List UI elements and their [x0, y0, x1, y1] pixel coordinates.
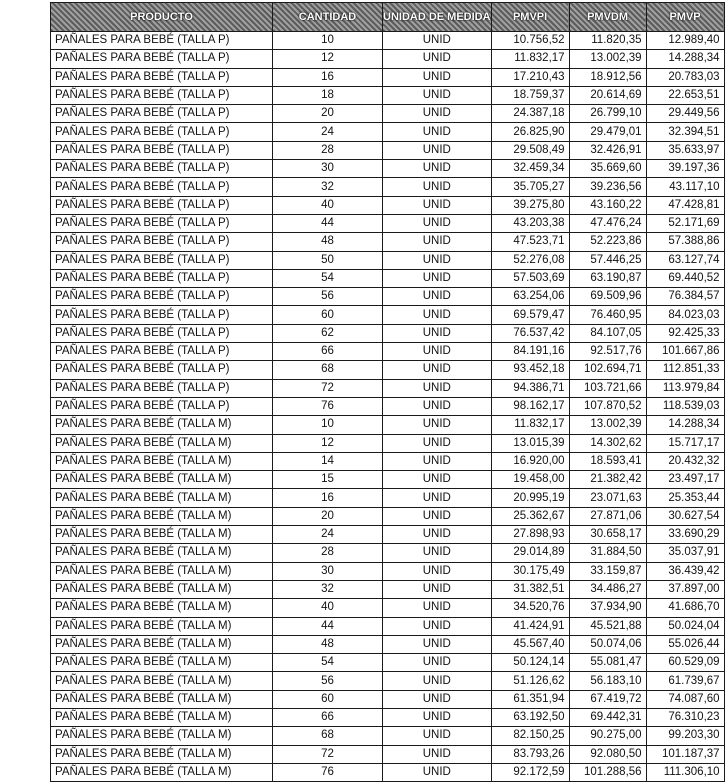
cell-producto: PAÑALES PARA BEBÉ (TALLA M)	[51, 745, 273, 763]
cell-pmvp: 12.989,40	[646, 32, 724, 50]
cell-cantidad: 54	[273, 269, 383, 287]
cell-pmvpi: 20.995,19	[491, 489, 569, 507]
cell-pmvdm: 34.486,27	[569, 580, 646, 598]
cell-pmvpi: 47.523,71	[491, 233, 569, 251]
cell-pmvp: 47.428,81	[646, 196, 724, 214]
cell-cantidad: 14	[273, 452, 383, 470]
cell-producto: PAÑALES PARA BEBÉ (TALLA M)	[51, 452, 273, 470]
cell-pmvdm: 27.871,06	[569, 507, 646, 525]
cell-pmvdm: 84.107,05	[569, 324, 646, 342]
cell-producto: PAÑALES PARA BEBÉ (TALLA M)	[51, 690, 273, 708]
cell-pmvdm: 55.081,47	[569, 654, 646, 672]
cell-pmvdm: 103.721,66	[569, 379, 646, 397]
cell-cantidad: 68	[273, 361, 383, 379]
cell-unidad: UNID	[383, 105, 492, 123]
cell-producto: PAÑALES PARA BEBÉ (TALLA M)	[51, 416, 273, 434]
table-row	[51, 708, 725, 726]
cell-pmvpi: 29.014,89	[491, 544, 569, 562]
cell-unidad: UNID	[383, 214, 492, 232]
cell-pmvp: 69.440,52	[646, 269, 724, 287]
table-row	[51, 599, 725, 617]
cell-pmvpi: 63.192,50	[491, 708, 569, 726]
cell-cantidad: 54	[273, 654, 383, 672]
table-body	[51, 32, 725, 782]
table-row	[51, 562, 725, 580]
cell-pmvp: 36.439,42	[646, 562, 724, 580]
cell-unidad: UNID	[383, 635, 492, 653]
cell-pmvdm: 43.160,22	[569, 196, 646, 214]
cell-cantidad: 76	[273, 763, 383, 781]
cell-unidad: UNID	[383, 397, 492, 415]
table-row	[51, 361, 725, 379]
cell-pmvdm: 18.912,56	[569, 68, 646, 86]
cell-cantidad: 28	[273, 141, 383, 159]
cell-cantidad: 16	[273, 489, 383, 507]
table-row	[51, 617, 725, 635]
table-row	[51, 434, 725, 452]
cell-cantidad: 60	[273, 306, 383, 324]
table-row	[51, 727, 725, 745]
cell-cantidad: 66	[273, 708, 383, 726]
cell-unidad: UNID	[383, 544, 492, 562]
table-row	[51, 526, 725, 544]
cell-unidad: UNID	[383, 324, 492, 342]
cell-pmvdm: 56.183,10	[569, 672, 646, 690]
cell-producto: PAÑALES PARA BEBÉ (TALLA M)	[51, 599, 273, 617]
cell-pmvpi: 16.920,00	[491, 452, 569, 470]
cell-pmvp: 30.627,54	[646, 507, 724, 525]
cell-producto: PAÑALES PARA BEBÉ (TALLA M)	[51, 526, 273, 544]
cell-pmvpi: 61.351,94	[491, 690, 569, 708]
cell-producto: PAÑALES PARA BEBÉ (TALLA P)	[51, 343, 273, 361]
cell-producto: PAÑALES PARA BEBÉ (TALLA P)	[51, 306, 273, 324]
cell-pmvpi: 34.520,76	[491, 599, 569, 617]
cell-producto: PAÑALES PARA BEBÉ (TALLA M)	[51, 562, 273, 580]
cell-cantidad: 68	[273, 727, 383, 745]
cell-producto: PAÑALES PARA BEBÉ (TALLA M)	[51, 471, 273, 489]
cell-producto: PAÑALES PARA BEBÉ (TALLA M)	[51, 727, 273, 745]
cell-pmvpi: 94.386,71	[491, 379, 569, 397]
cell-pmvdm: 76.460,95	[569, 306, 646, 324]
cell-pmvp: 39.197,36	[646, 160, 724, 178]
cell-pmvdm: 26.799,10	[569, 105, 646, 123]
cell-pmvdm: 45.521,88	[569, 617, 646, 635]
cell-pmvdm: 13.002,39	[569, 50, 646, 68]
cell-cantidad: 20	[273, 507, 383, 525]
cell-pmvpi: 32.459,34	[491, 160, 569, 178]
cell-pmvdm: 50.074,06	[569, 635, 646, 653]
cell-cantidad: 15	[273, 471, 383, 489]
cell-producto: PAÑALES PARA BEBÉ (TALLA P)	[51, 397, 273, 415]
table-row	[51, 214, 725, 232]
cell-cantidad: 72	[273, 379, 383, 397]
cell-pmvpi: 41.424,91	[491, 617, 569, 635]
cell-pmvdm: 18.593,41	[569, 452, 646, 470]
cell-unidad: UNID	[383, 361, 492, 379]
table-row	[51, 654, 725, 672]
cell-unidad: UNID	[383, 617, 492, 635]
cell-pmvp: 84.023,03	[646, 306, 724, 324]
cell-cantidad: 12	[273, 50, 383, 68]
cell-pmvp: 74.087,60	[646, 690, 724, 708]
cell-producto: PAÑALES PARA BEBÉ (TALLA M)	[51, 544, 273, 562]
cell-unidad: UNID	[383, 50, 492, 68]
cell-unidad: UNID	[383, 269, 492, 287]
cell-pmvpi: 52.276,08	[491, 251, 569, 269]
cell-pmvpi: 26.825,90	[491, 123, 569, 141]
cell-pmvp: 50.024,04	[646, 617, 724, 635]
cell-producto: PAÑALES PARA BEBÉ (TALLA M)	[51, 617, 273, 635]
cell-pmvdm: 67.419,72	[569, 690, 646, 708]
cell-unidad: UNID	[383, 32, 492, 50]
cell-cantidad: 32	[273, 580, 383, 598]
cell-pmvdm: 14.302,62	[569, 434, 646, 452]
cell-pmvp: 57.388,86	[646, 233, 724, 251]
cell-pmvdm: 57.446,25	[569, 251, 646, 269]
cell-pmvdm: 11.820,35	[569, 32, 646, 50]
cell-pmvp: 37.897,00	[646, 580, 724, 598]
header-row	[51, 3, 725, 32]
cell-pmvpi: 35.705,27	[491, 178, 569, 196]
cell-unidad: UNID	[383, 452, 492, 470]
cell-pmvdm: 101.288,56	[569, 763, 646, 781]
cell-pmvp: 20.783,03	[646, 68, 724, 86]
cell-cantidad: 16	[273, 68, 383, 86]
cell-pmvpi: 63.254,06	[491, 288, 569, 306]
cell-pmvp: 29.449,56	[646, 105, 724, 123]
cell-pmvp: 22.653,51	[646, 86, 724, 104]
cell-unidad: UNID	[383, 562, 492, 580]
header-pmvdm: PMVDM	[569, 3, 646, 32]
cell-pmvp: 41.686,70	[646, 599, 724, 617]
cell-cantidad: 12	[273, 434, 383, 452]
cell-unidad: UNID	[383, 727, 492, 745]
table-row	[51, 635, 725, 653]
cell-pmvpi: 92.172,59	[491, 763, 569, 781]
cell-unidad: UNID	[383, 160, 492, 178]
cell-unidad: UNID	[383, 489, 492, 507]
cell-pmvpi: 39.275,80	[491, 196, 569, 214]
cell-pmvpi: 13.015,39	[491, 434, 569, 452]
cell-producto: PAÑALES PARA BEBÉ (TALLA M)	[51, 654, 273, 672]
cell-unidad: UNID	[383, 288, 492, 306]
cell-pmvpi: 24.387,18	[491, 105, 569, 123]
cell-pmvdm: 30.658,17	[569, 526, 646, 544]
table-row	[51, 763, 725, 781]
table-row	[51, 416, 725, 434]
cell-cantidad: 20	[273, 105, 383, 123]
cell-cantidad: 10	[273, 32, 383, 50]
table-row	[51, 196, 725, 214]
cell-pmvdm: 107.870,52	[569, 397, 646, 415]
table-row	[51, 105, 725, 123]
cell-unidad: UNID	[383, 306, 492, 324]
cell-pmvp: 63.127,74	[646, 251, 724, 269]
cell-producto: PAÑALES PARA BEBÉ (TALLA P)	[51, 251, 273, 269]
cell-cantidad: 72	[273, 745, 383, 763]
cell-unidad: UNID	[383, 580, 492, 598]
cell-pmvp: 43.117,10	[646, 178, 724, 196]
cell-producto: PAÑALES PARA BEBÉ (TALLA P)	[51, 68, 273, 86]
cell-pmvp: 61.739,67	[646, 672, 724, 690]
cell-pmvdm: 23.071,63	[569, 489, 646, 507]
cell-unidad: UNID	[383, 343, 492, 361]
cell-pmvp: 99.203,30	[646, 727, 724, 745]
cell-pmvpi: 29.508,49	[491, 141, 569, 159]
cell-producto: PAÑALES PARA BEBÉ (TALLA M)	[51, 434, 273, 452]
cell-cantidad: 62	[273, 324, 383, 342]
cell-pmvdm: 69.442,31	[569, 708, 646, 726]
cell-pmvp: 92.425,33	[646, 324, 724, 342]
table-row	[51, 160, 725, 178]
cell-unidad: UNID	[383, 379, 492, 397]
cell-producto: PAÑALES PARA BEBÉ (TALLA P)	[51, 233, 273, 251]
table-row	[51, 690, 725, 708]
cell-pmvpi: 30.175,49	[491, 562, 569, 580]
cell-pmvdm: 69.509,96	[569, 288, 646, 306]
cell-pmvpi: 11.832,17	[491, 416, 569, 434]
cell-unidad: UNID	[383, 654, 492, 672]
cell-producto: PAÑALES PARA BEBÉ (TALLA P)	[51, 141, 273, 159]
cell-cantidad: 40	[273, 196, 383, 214]
cell-producto: PAÑALES PARA BEBÉ (TALLA M)	[51, 489, 273, 507]
cell-pmvpi: 25.362,67	[491, 507, 569, 525]
table-row	[51, 452, 725, 470]
cell-producto: PAÑALES PARA BEBÉ (TALLA P)	[51, 160, 273, 178]
cell-pmvdm: 21.382,42	[569, 471, 646, 489]
cell-producto: PAÑALES PARA BEBÉ (TALLA P)	[51, 123, 273, 141]
table-row	[51, 251, 725, 269]
header-pmvp: PMVP	[646, 3, 724, 32]
cell-producto: PAÑALES PARA BEBÉ (TALLA P)	[51, 196, 273, 214]
cell-pmvpi: 10.756,52	[491, 32, 569, 50]
cell-producto: PAÑALES PARA BEBÉ (TALLA P)	[51, 86, 273, 104]
cell-pmvpi: 83.793,26	[491, 745, 569, 763]
cell-pmvpi: 76.537,42	[491, 324, 569, 342]
cell-producto: PAÑALES PARA BEBÉ (TALLA P)	[51, 324, 273, 342]
cell-cantidad: 60	[273, 690, 383, 708]
cell-cantidad: 18	[273, 86, 383, 104]
cell-producto: PAÑALES PARA BEBÉ (TALLA M)	[51, 763, 273, 781]
cell-pmvp: 118.539,03	[646, 397, 724, 415]
table-row	[51, 507, 725, 525]
cell-pmvp: 76.310,23	[646, 708, 724, 726]
cell-pmvpi: 11.832,17	[491, 50, 569, 68]
table-row	[51, 86, 725, 104]
cell-unidad: UNID	[383, 86, 492, 104]
cell-producto: PAÑALES PARA BEBÉ (TALLA P)	[51, 105, 273, 123]
cell-pmvdm: 39.236,56	[569, 178, 646, 196]
cell-unidad: UNID	[383, 123, 492, 141]
cell-pmvp: 15.717,17	[646, 434, 724, 452]
cell-pmvpi: 43.203,38	[491, 214, 569, 232]
header-pmvpi: PMVPI	[491, 3, 569, 32]
cell-cantidad: 44	[273, 214, 383, 232]
table-row	[51, 324, 725, 342]
cell-pmvdm: 102.694,71	[569, 361, 646, 379]
cell-pmvp: 35.633,97	[646, 141, 724, 159]
cell-producto: PAÑALES PARA BEBÉ (TALLA P)	[51, 214, 273, 232]
cell-producto: PAÑALES PARA BEBÉ (TALLA P)	[51, 379, 273, 397]
cell-unidad: UNID	[383, 434, 492, 452]
cell-producto: PAÑALES PARA BEBÉ (TALLA M)	[51, 580, 273, 598]
cell-unidad: UNID	[383, 599, 492, 617]
cell-pmvpi: 82.150,25	[491, 727, 569, 745]
cell-pmvpi: 50.124,14	[491, 654, 569, 672]
cell-cantidad: 48	[273, 233, 383, 251]
table-row	[51, 397, 725, 415]
cell-unidad: UNID	[383, 471, 492, 489]
cell-unidad: UNID	[383, 708, 492, 726]
cell-pmvp: 14.288,34	[646, 416, 724, 434]
cell-pmvp: 60.529,09	[646, 654, 724, 672]
cell-producto: PAÑALES PARA BEBÉ (TALLA P)	[51, 269, 273, 287]
cell-pmvdm: 32.426,91	[569, 141, 646, 159]
cell-pmvpi: 17.210,43	[491, 68, 569, 86]
cell-pmvpi: 45.567,40	[491, 635, 569, 653]
cell-cantidad: 56	[273, 672, 383, 690]
table-row	[51, 471, 725, 489]
cell-unidad: UNID	[383, 196, 492, 214]
cell-pmvpi: 18.759,37	[491, 86, 569, 104]
cell-pmvpi: 31.382,51	[491, 580, 569, 598]
cell-pmvpi: 27.898,93	[491, 526, 569, 544]
cell-pmvdm: 63.190,87	[569, 269, 646, 287]
cell-pmvpi: 69.579,47	[491, 306, 569, 324]
cell-pmvpi: 98.162,17	[491, 397, 569, 415]
cell-cantidad: 44	[273, 617, 383, 635]
cell-pmvdm: 20.614,69	[569, 86, 646, 104]
cell-unidad: UNID	[383, 68, 492, 86]
cell-pmvp: 101.187,37	[646, 745, 724, 763]
cell-unidad: UNID	[383, 416, 492, 434]
cell-pmvp: 14.288,34	[646, 50, 724, 68]
cell-pmvpi: 84.191,16	[491, 343, 569, 361]
cell-pmvdm: 29.479,01	[569, 123, 646, 141]
cell-producto: PAÑALES PARA BEBÉ (TALLA M)	[51, 672, 273, 690]
cell-pmvdm: 92.517,76	[569, 343, 646, 361]
cell-unidad: UNID	[383, 178, 492, 196]
cell-producto: PAÑALES PARA BEBÉ (TALLA M)	[51, 507, 273, 525]
table-row	[51, 672, 725, 690]
cell-pmvdm: 52.223,86	[569, 233, 646, 251]
table-row	[51, 68, 725, 86]
cell-cantidad: 48	[273, 635, 383, 653]
table-row	[51, 343, 725, 361]
cell-unidad: UNID	[383, 233, 492, 251]
cell-pmvp: 52.171,69	[646, 214, 724, 232]
cell-cantidad: 24	[273, 526, 383, 544]
cell-pmvpi: 19.458,00	[491, 471, 569, 489]
table-row	[51, 306, 725, 324]
cell-unidad: UNID	[383, 507, 492, 525]
cell-cantidad: 30	[273, 562, 383, 580]
header-unidad-de-medida: UNIDAD DE MEDIDA	[383, 3, 492, 32]
table-row	[51, 50, 725, 68]
cell-pmvdm: 31.884,50	[569, 544, 646, 562]
table-row	[51, 123, 725, 141]
cell-cantidad: 76	[273, 397, 383, 415]
table-row	[51, 580, 725, 598]
cell-pmvp: 113.979,84	[646, 379, 724, 397]
cell-pmvp: 23.497,17	[646, 471, 724, 489]
cell-unidad: UNID	[383, 745, 492, 763]
cell-producto: PAÑALES PARA BEBÉ (TALLA M)	[51, 635, 273, 653]
cell-cantidad: 56	[273, 288, 383, 306]
cell-cantidad: 50	[273, 251, 383, 269]
table-row	[51, 288, 725, 306]
table-row	[51, 269, 725, 287]
cell-producto: PAÑALES PARA BEBÉ (TALLA P)	[51, 361, 273, 379]
cell-cantidad: 28	[273, 544, 383, 562]
cell-pmvdm: 35.669,60	[569, 160, 646, 178]
header-cantidad: CANTIDAD	[273, 3, 383, 32]
cell-producto: PAÑALES PARA BEBÉ (TALLA P)	[51, 178, 273, 196]
cell-pmvpi: 51.126,62	[491, 672, 569, 690]
header-producto: PRODUCTO	[51, 3, 273, 32]
cell-pmvp: 111.306,10	[646, 763, 724, 781]
table-header	[51, 3, 725, 32]
table-row	[51, 141, 725, 159]
table-row	[51, 544, 725, 562]
cell-pmvp: 76.384,57	[646, 288, 724, 306]
cell-cantidad: 24	[273, 123, 383, 141]
cell-producto: PAÑALES PARA BEBÉ (TALLA P)	[51, 32, 273, 50]
cell-pmvp: 33.690,29	[646, 526, 724, 544]
table-row	[51, 178, 725, 196]
cell-pmvp: 112.851,33	[646, 361, 724, 379]
cell-pmvdm: 90.275,00	[569, 727, 646, 745]
cell-pmvdm: 47.476,24	[569, 214, 646, 232]
cell-pmvpi: 93.452,18	[491, 361, 569, 379]
cell-unidad: UNID	[383, 672, 492, 690]
cell-pmvdm: 92.080,50	[569, 745, 646, 763]
cell-pmvp: 20.432,32	[646, 452, 724, 470]
cell-cantidad: 30	[273, 160, 383, 178]
cell-pmvp: 55.026,44	[646, 635, 724, 653]
cell-pmvp: 32.394,51	[646, 123, 724, 141]
cell-pmvdm: 37.934,90	[569, 599, 646, 617]
cell-pmvp: 25.353,44	[646, 489, 724, 507]
cell-unidad: UNID	[383, 690, 492, 708]
cell-unidad: UNID	[383, 763, 492, 781]
table-row	[51, 745, 725, 763]
cell-cantidad: 10	[273, 416, 383, 434]
table-row	[51, 379, 725, 397]
cell-pmvpi: 57.503,69	[491, 269, 569, 287]
table-row	[51, 32, 725, 50]
cell-pmvp: 101.667,86	[646, 343, 724, 361]
cell-unidad: UNID	[383, 251, 492, 269]
cell-producto: PAÑALES PARA BEBÉ (TALLA M)	[51, 708, 273, 726]
cell-pmvp: 35.037,91	[646, 544, 724, 562]
cell-cantidad: 40	[273, 599, 383, 617]
table-row	[51, 489, 725, 507]
cell-producto: PAÑALES PARA BEBÉ (TALLA P)	[51, 288, 273, 306]
cell-pmvdm: 13.002,39	[569, 416, 646, 434]
cell-unidad: UNID	[383, 141, 492, 159]
cell-pmvdm: 33.159,87	[569, 562, 646, 580]
table-row	[51, 233, 725, 251]
price-table	[50, 2, 725, 782]
cell-unidad: UNID	[383, 526, 492, 544]
cell-producto: PAÑALES PARA BEBÉ (TALLA P)	[51, 50, 273, 68]
cell-cantidad: 32	[273, 178, 383, 196]
cell-cantidad: 66	[273, 343, 383, 361]
